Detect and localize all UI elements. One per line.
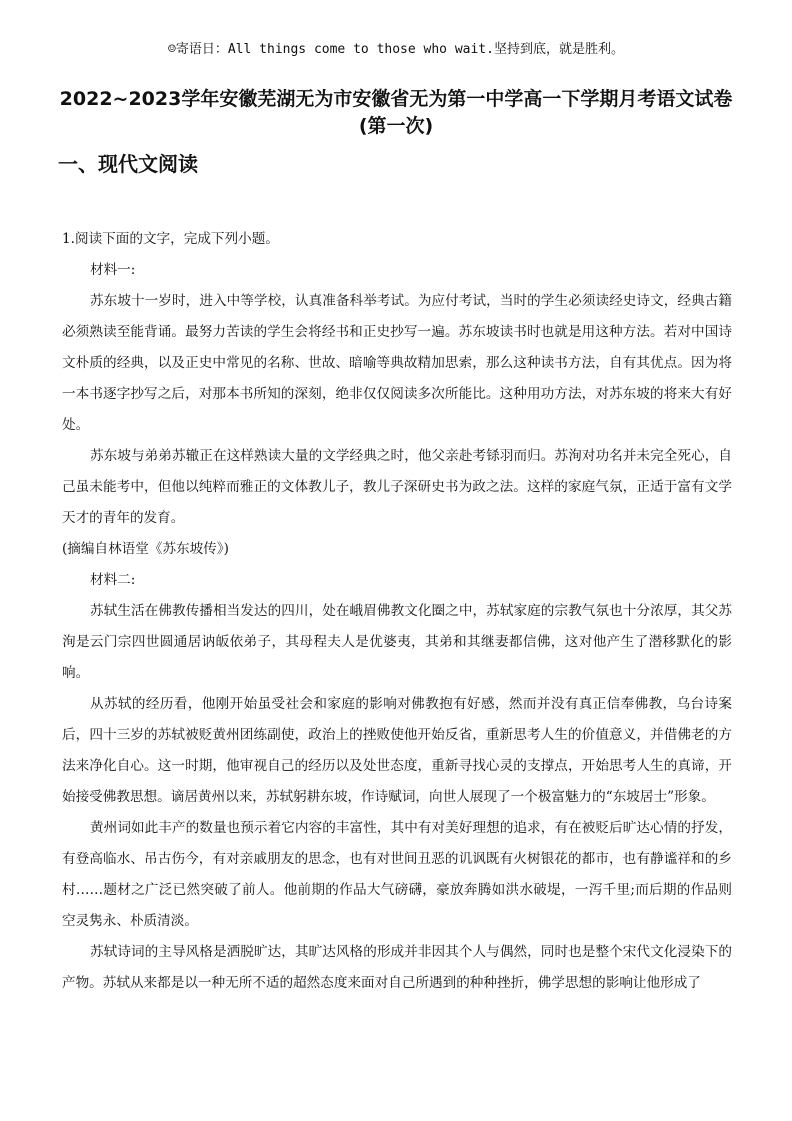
material1-paragraph-1: 苏东坡十一岁时，进入中等学校，认真准备科举考试。为应付考试，当时的学生必须读经史诗文，经典古籍必须熟读至能背诵。最努力苦读的学生会将经书和正史抄写一遍。苏东坡读书时也就是用这种方法。若对中国诗文朴质的经典，以及正史中常见的名称、世故、暗喻等典故精加思索，那么这种读书方法，自有其优点。因为将一本书逐字抄写之后，对那本书所知的深刻，绝非仅仅阅读多次所能比。这种用功方法，对苏东坡的将来大有好处。	[62, 293, 732, 433]
material1-source: (摘编自林语堂《苏东坡传》)	[62, 541, 229, 557]
exam-title-line1: 2022~2023学年安徽芜湖无为市安徽省无为第一中学高一下学期月考语文试卷	[59, 88, 733, 110]
material2-paragraph-2: 从苏轼的经历看，他刚开始虽受社会和家庭的影响对佛教抱有好感，然而并没有真正信奉佛教，乌台诗案后，四十三岁的苏轼被贬黄州团练副使，政治上的挫败使他开始反省，重新思考人生的价值意义，并借佛老的方法来净化自心。这一时期，他审视自己的经历以及处世态度，重新寻找心灵的支撑点，开始思考人生的真谛，开始接受佛教思想。谪居黄州以来，苏轼躬耕东坡，作诗赋词，向世人展现了一个极富魅力的“东坡居士”形象。	[62, 696, 732, 805]
section-heading: 一、现代文阅读	[58, 152, 198, 176]
motto-header: ☺寄语日：All things come to those who wait.坚持到底，就是胜利。	[168, 42, 624, 57]
material2-label: 材料二:	[90, 572, 136, 588]
material2-paragraph-4: 苏轼诗词的主导风格是洒脱旷达，其旷达风格的形成并非因其个人与偶然，同时也是整个宋代文化浸染下的产物。苏轼从来都是以一种无所不适的超然态度来面对自己所遇到的种种挫折，佛学思想的影响让他形成了	[62, 944, 732, 991]
question-body	[62, 224, 732, 999]
material2-paragraph-1: 苏轼生活在佛教传播相当发达的四川，处在峨眉佛教文化圈之中，苏轼家庭的宗教气氛也十分浓厚，其父苏洵是云门宗四世圆通居讷皈依弟子，其母程夫人是优婆夷，其弟和其继妻都信佛，这对他产生了潜移默化的影响。	[62, 603, 732, 681]
exam-title	[40, 86, 752, 140]
material1-paragraph-2: 苏东坡与弟弟苏辙正在这样熟读大量的文学经典之时，他父亲赴考铩羽而归。苏洵对功名并未完全死心，自己虽未能考中，但他以纯粹而雅正的文体教儿子，教儿子深研史书为政之法。这样的家庭气氛，正适于富有文学天才的青年的发育。	[62, 448, 732, 526]
exam-title-line2: (第一次)	[358, 115, 434, 137]
material1-label: 材料一:	[90, 262, 136, 278]
question-prompt: 1.阅读下面的文字，完成下列小题。	[62, 231, 279, 247]
material2-paragraph-3: 黄州词如此丰产的数量也预示着它内容的丰富性，其中有对美好理想的追求，有在被贬后旷达心情的抒发，有登高临水、吊古伤今，有对亲戚朋友的思念，也有对世间丑恶的讥讽既有火树银花的都市，也有静谧祥和的乡村……题材之广泛已然突破了前人。他前期的作品大气磅礴，豪放奔腾如洪水破堤，一泻千里;而后期的作品则空灵隽永、朴质清淡。	[62, 820, 732, 929]
